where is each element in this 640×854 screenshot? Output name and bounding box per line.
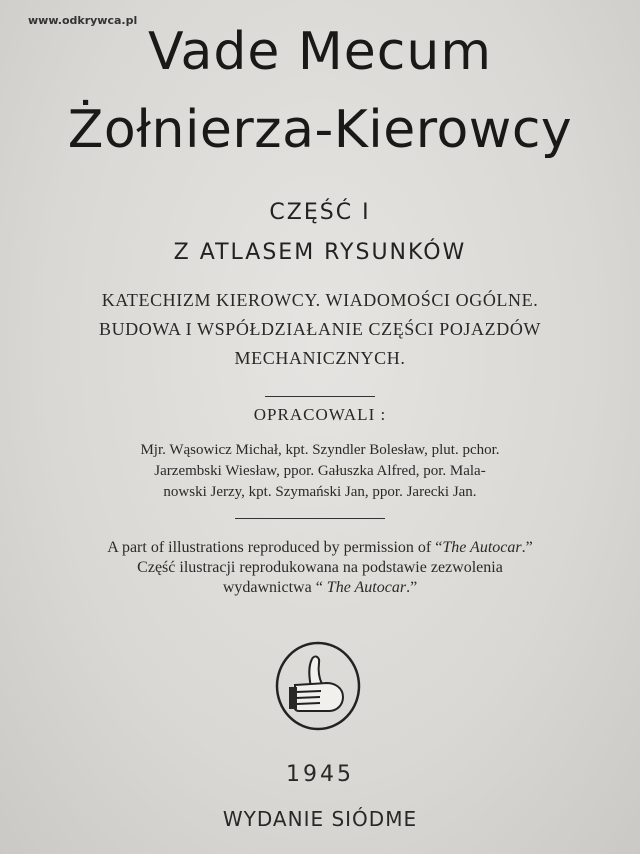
divider-top bbox=[265, 396, 375, 397]
thumbs-up-hand-icon bbox=[275, 641, 361, 731]
authors-list bbox=[50, 440, 590, 503]
authors-line-2: Jarzembski Wiesław, ppor. Gałuszka Alfred, por. Mala- bbox=[154, 463, 486, 479]
watermark-url: www.odkrywca.pl bbox=[28, 14, 138, 27]
illustration-credit bbox=[10, 538, 630, 598]
credit-english: A part of illustrations reproduced by permission of “The Autocar.” bbox=[107, 539, 533, 556]
authors-label: OPRACOWALI : bbox=[253, 405, 387, 424]
authors-line-1: Mjr. Wąsowicz Michał, kpt. Szyndler Bolesław, plut. pchor. bbox=[140, 442, 500, 458]
description-line-1: KATECHIZM KIEROWCY. WIADOMOŚCI OGÓLNE. bbox=[101, 290, 539, 310]
divider-bottom bbox=[235, 518, 385, 519]
credit-publication-title-pl: The Autocar bbox=[326, 579, 407, 596]
title-line-1: Vade Mecum bbox=[148, 22, 492, 82]
authors-line-3: nowski Jerzy, kpt. Szymański Jan, ppor. Jarecki Jan. bbox=[163, 484, 477, 500]
title-line-2: Żołnierza-Kierowcy bbox=[67, 100, 573, 160]
description-line-3: MECHANICZNYCH. bbox=[234, 348, 406, 368]
part-number: CZĘŚĆ I bbox=[269, 200, 371, 225]
credit-publication-title: The Autocar bbox=[442, 539, 522, 556]
part-subtitle: Z ATLASEM RYSUNKÓW bbox=[173, 240, 467, 265]
credit-polish-line-2: wydawnictwa “ The Autocar.” bbox=[222, 579, 418, 596]
description bbox=[20, 286, 620, 373]
description-line-2: BUDOWA I WSPÓŁDZIAŁANIE CZĘŚCI POJAZDÓW bbox=[98, 319, 542, 339]
credit-polish-line-1: Część ilustracji reprodukowana na podstawie zezwolenia bbox=[137, 559, 503, 576]
edition-label: WYDANIE SIÓDME bbox=[222, 807, 418, 831]
publication-year: 1945 bbox=[286, 762, 354, 787]
